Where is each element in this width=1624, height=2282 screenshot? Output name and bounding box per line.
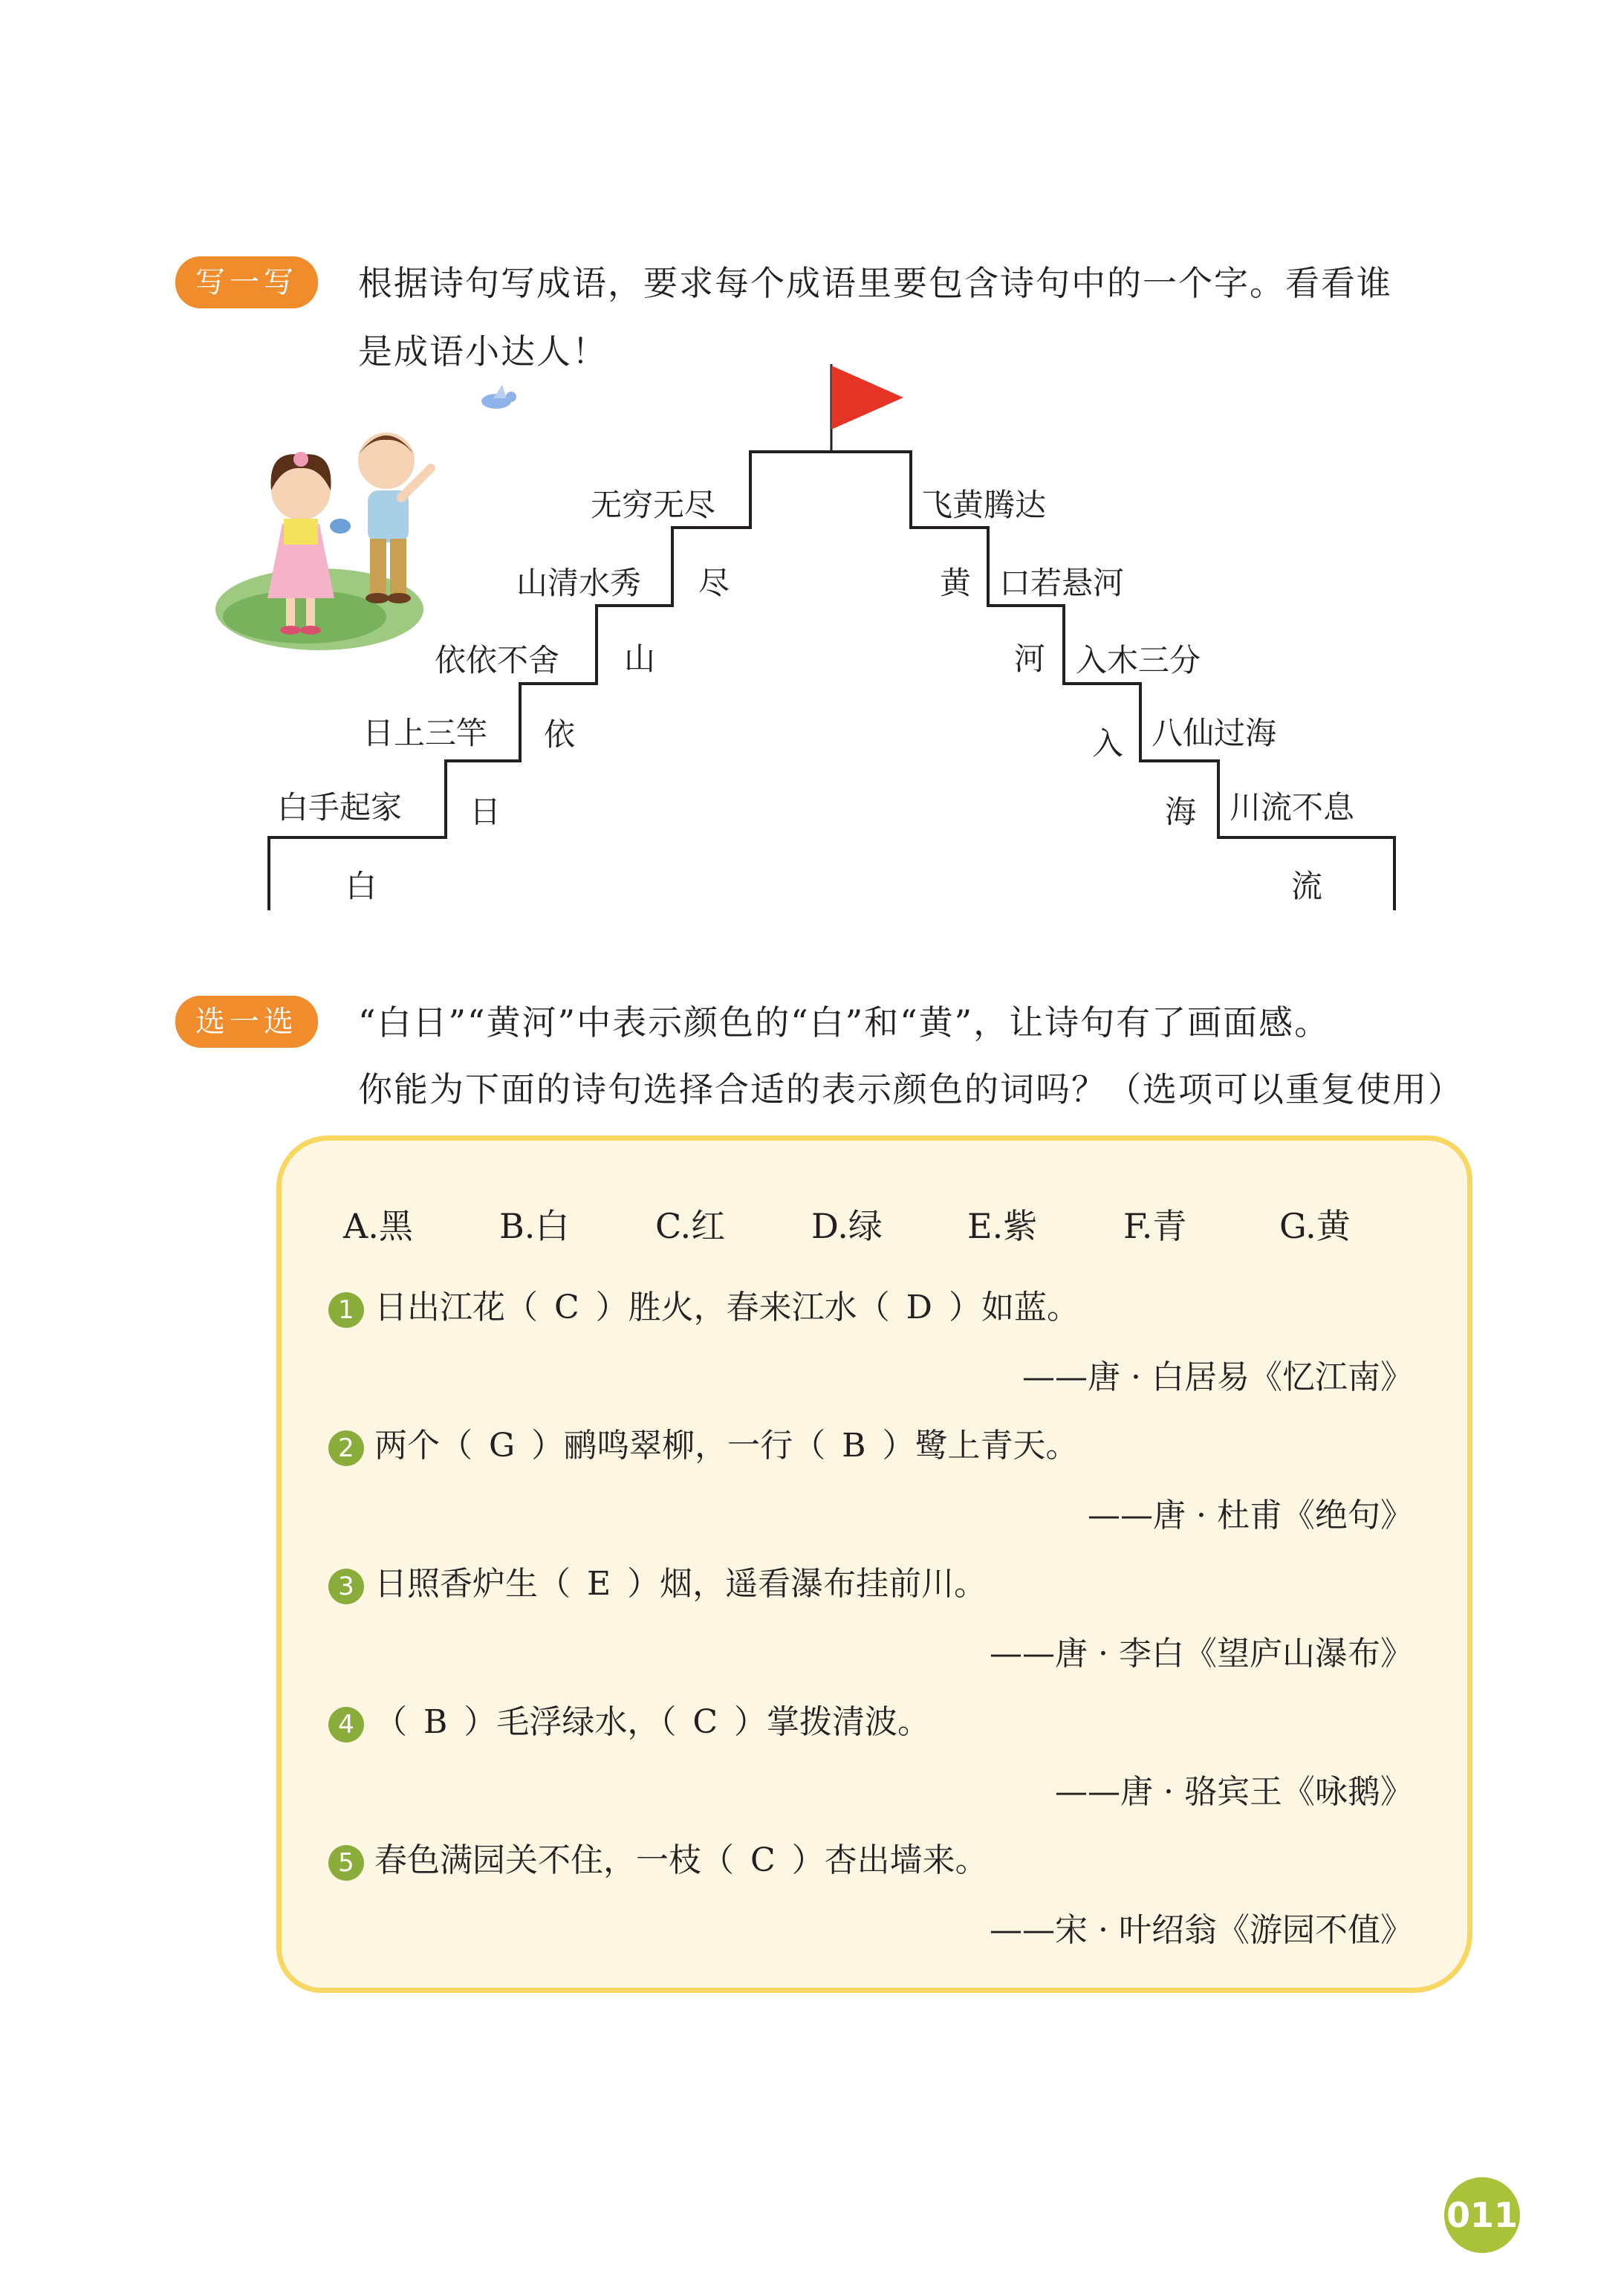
- answer-blank[interactable]: D: [889, 1289, 949, 1326]
- write-instruction-line2: 是成语小达人！: [358, 331, 608, 372]
- question-text: 两个（: [374, 1427, 472, 1465]
- question-1: [328, 1287, 1079, 1329]
- answer-blank[interactable]: B: [407, 1703, 464, 1741]
- question-text: ）鹂鸣翠柳，一行（: [531, 1427, 826, 1465]
- answer-blank[interactable]: C: [734, 1841, 792, 1879]
- right-char-2: 河: [1014, 641, 1046, 677]
- question-3: [328, 1563, 987, 1605]
- right-idiom-2: 口若悬河: [999, 565, 1125, 601]
- question-number-badge: 3: [328, 1569, 364, 1604]
- staircase: [0, 0, 1624, 936]
- answer-blank[interactable]: B: [825, 1427, 883, 1465]
- right-char-5: 流: [1291, 868, 1323, 904]
- question-text: （: [374, 1703, 407, 1741]
- question-text: ）杏出墙来。: [791, 1841, 988, 1879]
- right-char-1: 黄: [940, 565, 972, 601]
- option-f: F.青: [1123, 1206, 1187, 1246]
- choose-instruction-line1: “白日”“黄河”中表示颜色的“白”和“黄”，让诗句有了画面感。: [358, 1002, 1331, 1043]
- right-idiom-5: 川流不息: [1230, 789, 1355, 826]
- answer-blank[interactable]: G: [472, 1427, 532, 1465]
- write-section-badge: 写一写: [175, 256, 318, 308]
- question-4: [328, 1702, 930, 1743]
- option-e: E.紫: [967, 1206, 1038, 1246]
- source-5: ——宋 · 叶绍翁《游园不值》: [990, 1911, 1413, 1949]
- left-char-1: 白: [345, 868, 377, 904]
- question-text: ）如蓝。: [948, 1289, 1079, 1326]
- source-2: ——唐 · 杜甫《绝句》: [1088, 1497, 1413, 1534]
- source-4: ——唐 · 骆宾王《咏鹅》: [1055, 1773, 1413, 1811]
- answer-blank[interactable]: C: [676, 1703, 735, 1741]
- choose-instruction-line2: 你能为下面的诗句选择合适的表示颜色的词吗？（选项可以重复使用）: [358, 1069, 1464, 1109]
- option-g: G.黄: [1279, 1206, 1351, 1246]
- choose-section-badge: 选一选: [175, 996, 318, 1048]
- left-char-4: 山: [624, 641, 656, 677]
- page-number: 011: [1444, 2177, 1520, 2253]
- option-c: C.红: [655, 1206, 726, 1246]
- source-3: ——唐 · 李白《望庐山瀑布》: [990, 1635, 1413, 1673]
- option-a: A.黑: [343, 1206, 413, 1246]
- flag-icon: [831, 366, 903, 430]
- right-char-3: 入: [1092, 725, 1124, 762]
- answer-blank[interactable]: C: [538, 1289, 596, 1326]
- question-2: [328, 1425, 1079, 1467]
- question-number-badge: 4: [328, 1707, 364, 1743]
- left-char-2: 日: [470, 794, 501, 830]
- question-5: [328, 1840, 988, 1881]
- left-idiom-4: 山清水秀: [516, 565, 642, 601]
- left-idiom-2: 日上三竿: [363, 715, 488, 751]
- question-text: ）鹭上青天。: [882, 1427, 1079, 1465]
- question-text: ）掌拨清波。: [734, 1703, 931, 1741]
- left-char-3: 依: [544, 716, 576, 753]
- question-text: ）胜火，春来江水（: [595, 1289, 890, 1326]
- question-number-badge: 1: [328, 1292, 364, 1328]
- source-1: ——唐 · 白居易《忆江南》: [1022, 1358, 1413, 1396]
- right-char-4: 海: [1165, 794, 1197, 830]
- question-text: 日照香炉生（: [374, 1565, 571, 1603]
- left-idiom-1: 白手起家: [277, 789, 403, 826]
- left-idiom-5: 无穷无尽: [591, 487, 716, 523]
- option-d: D.绿: [811, 1206, 883, 1246]
- right-idiom-4: 八仙过海: [1152, 715, 1277, 751]
- right-idiom-1: 飞黄腾达: [921, 487, 1047, 523]
- left-idiom-3: 依依不舍: [435, 642, 560, 678]
- question-text: ）烟，遥看瀑布挂前川。: [627, 1565, 987, 1603]
- write-instruction-line1: 根据诗句写成语，要求每个成语里要包含诗句中的一个字。看看谁: [358, 263, 1392, 303]
- question-text: 春色满园关不住，一枝（: [374, 1841, 734, 1879]
- answer-blank[interactable]: E: [571, 1565, 628, 1603]
- option-b: B.白: [499, 1206, 570, 1246]
- question-number-badge: 2: [328, 1430, 364, 1466]
- question-number-badge: 5: [328, 1845, 364, 1881]
- question-text: 日出江花（: [374, 1289, 538, 1326]
- question-text: ）毛浮绿水，（: [464, 1703, 677, 1741]
- left-char-5: 尽: [698, 565, 730, 601]
- right-idiom-3: 入木三分: [1076, 642, 1201, 678]
